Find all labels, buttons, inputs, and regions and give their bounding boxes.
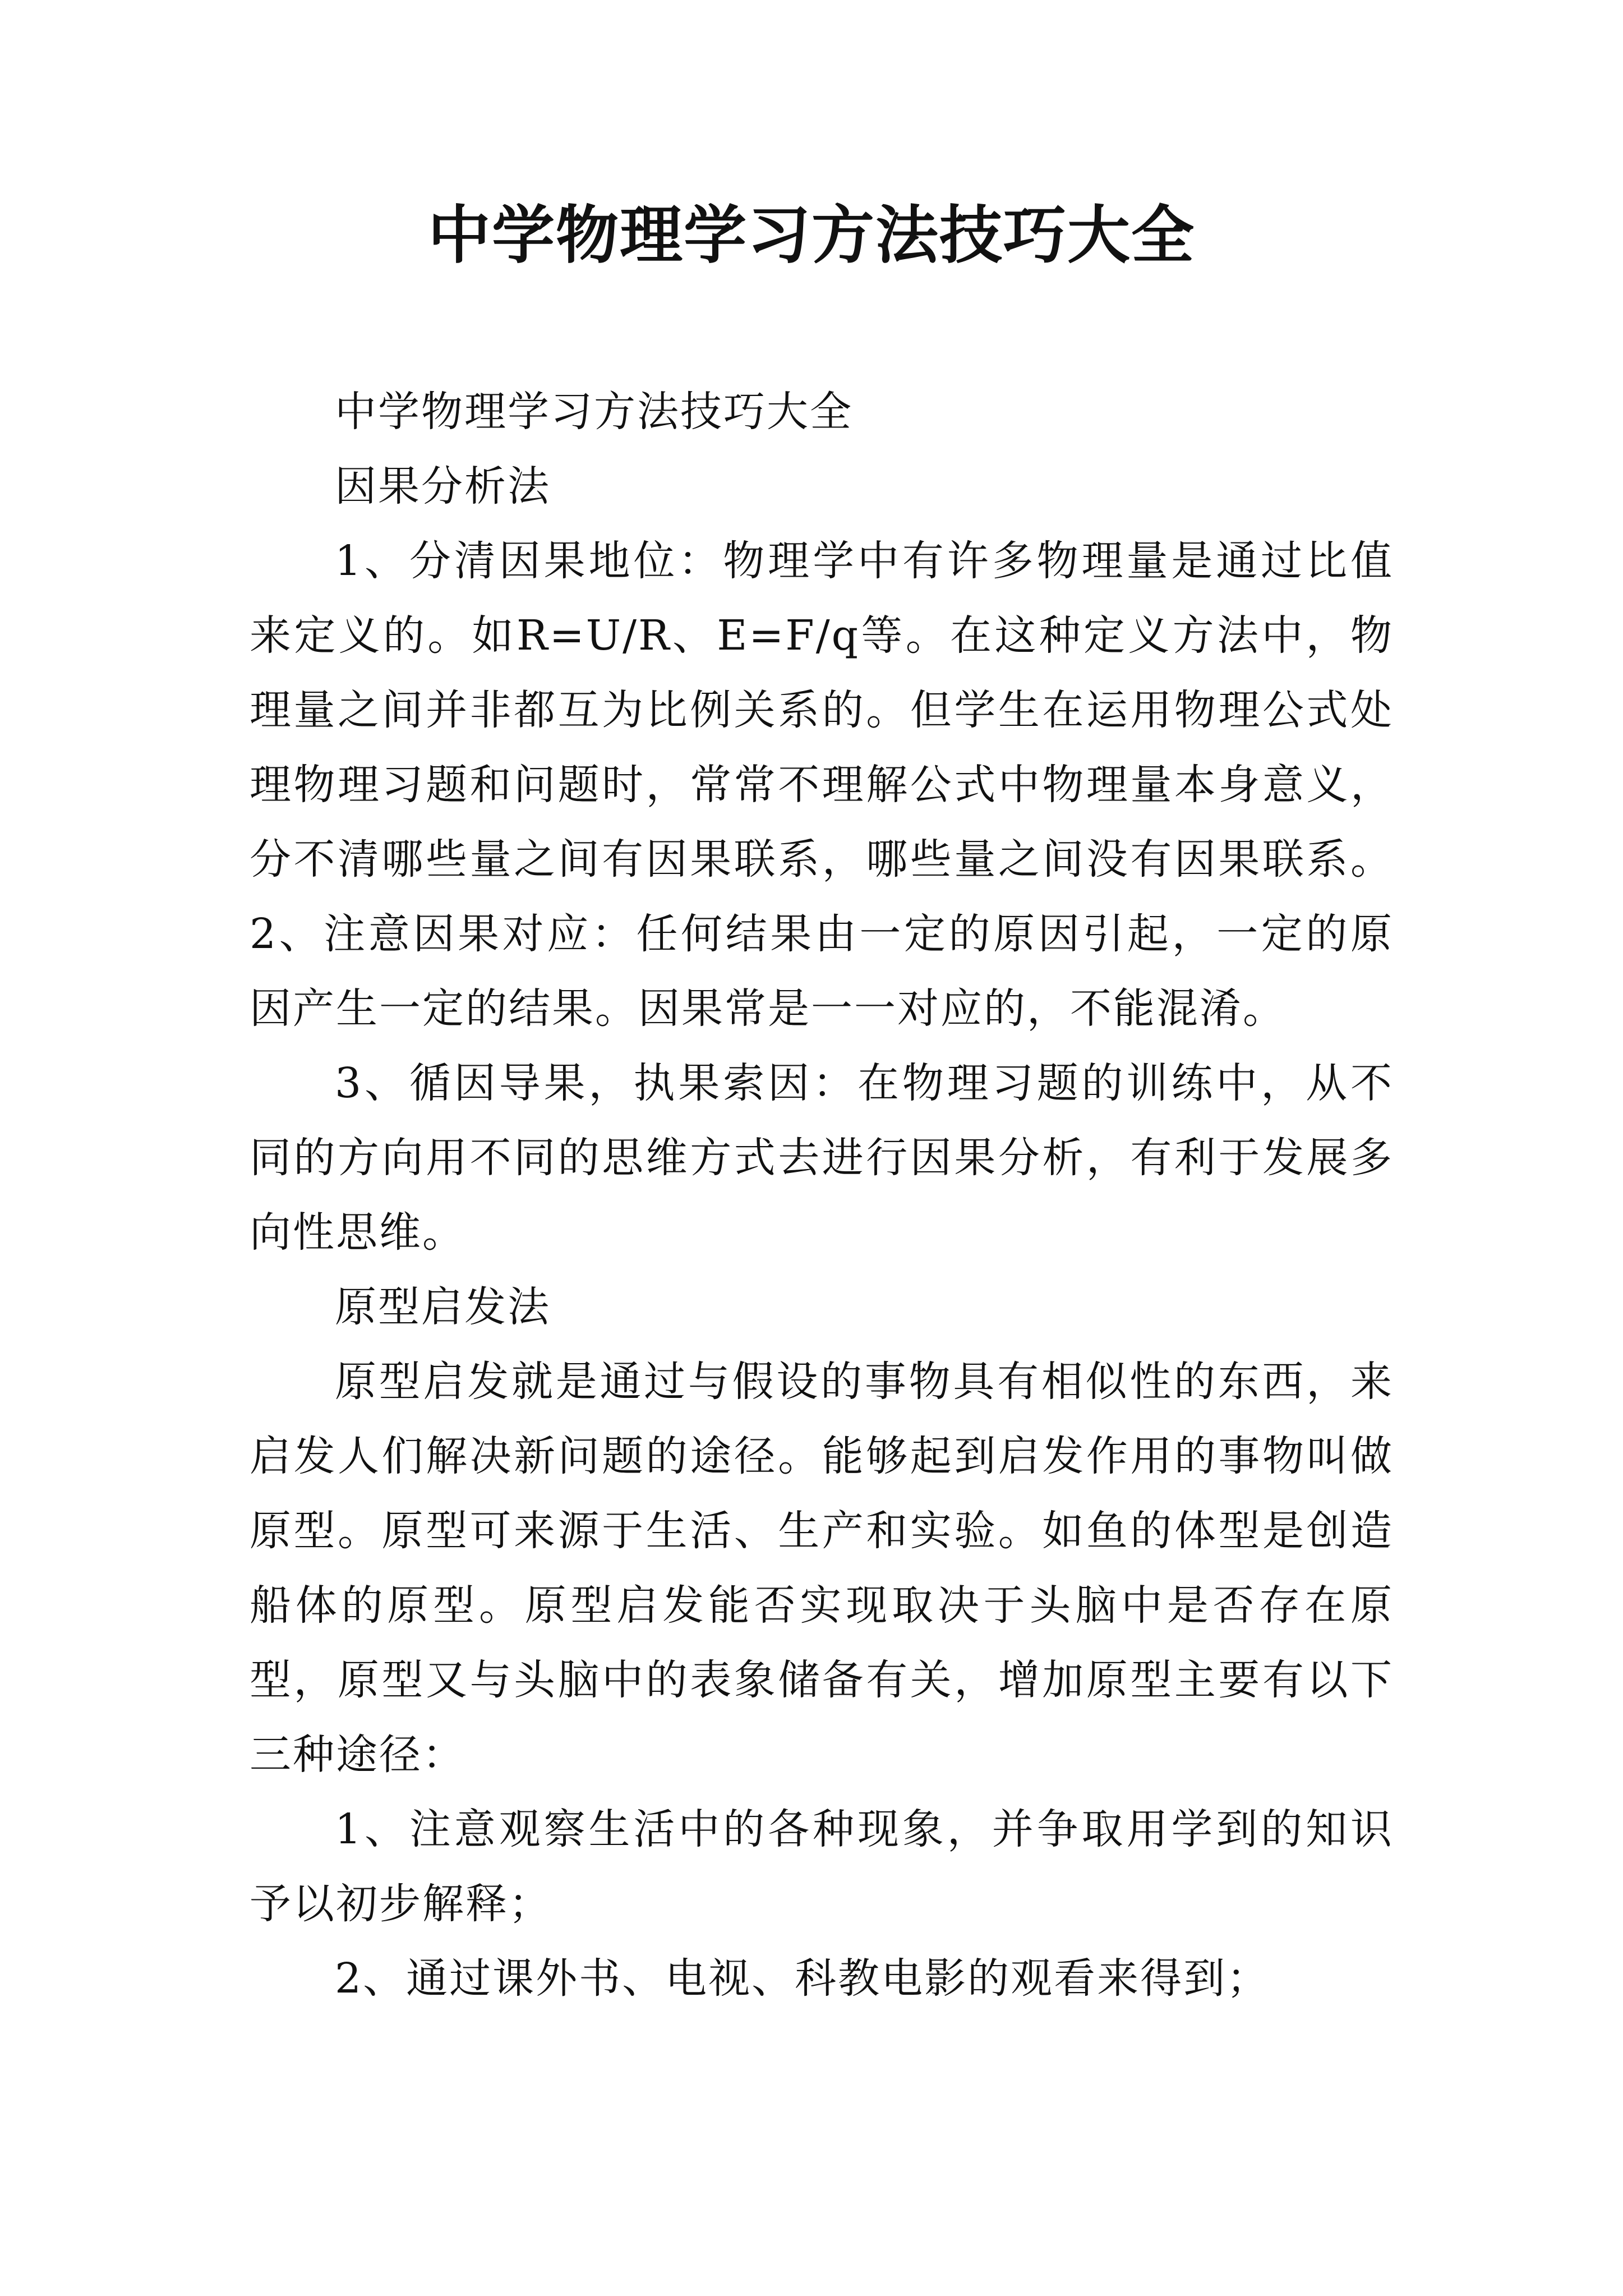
paragraph: 3、循因导果，执果索因：在物理习题的训练中，从不同的方向用不同的思维方式去进行因果分析，有利于发展多向性思维。 bbox=[250, 1059, 1394, 1257]
paragraph: 1、分清因果地位：物理学中有许多物理量是通过比值来定义的。如R=U/R、E=F/q等。在这种定义方法中，物理量之间并非都互为比例关系的。但学生在运用物理公式处理物理习题和问题时，常常不理解公式中物理量本身意义，分不清哪些量之间有因果联系，哪些量之间没有因果联系。2、注意因果对应：任何结果由一定的原因引起，一定的原因产生一定的结果。因果常是一一对应的，不能混淆。 bbox=[250, 537, 1394, 1033]
paragraph: 1、注意观察生活中的各种现象，并争取用学到的知识予以初步解释； bbox=[250, 1805, 1394, 1928]
paragraph: 原型启发就是通过与假设的事物具有相似性的东西，来启发人们解决新问题的途径。能够起到启发作用的事物叫做原型。原型可来源于生活、生产和实验。如鱼的体型是创造船体的原型。原型启发能否实现取决于头脑中是否存在原型，原型又与头脑中的表象储备有关，增加原型主要有以下三种途径： bbox=[250, 1358, 1394, 1779]
section-heading-causal-analysis: 因果分析法 bbox=[335, 462, 551, 510]
document-title: 中学物理学习方法技巧大全 bbox=[428, 199, 1195, 272]
paragraph-subtitle: 中学物理学习方法技巧大全 bbox=[335, 388, 853, 436]
document-body bbox=[250, 375, 1394, 2016]
paragraph: 2、通过课外书、电视、科教电影的观看来得到； bbox=[335, 1954, 1270, 2003]
section-heading-prototype-inspiration: 原型启发法 bbox=[335, 1283, 551, 1331]
